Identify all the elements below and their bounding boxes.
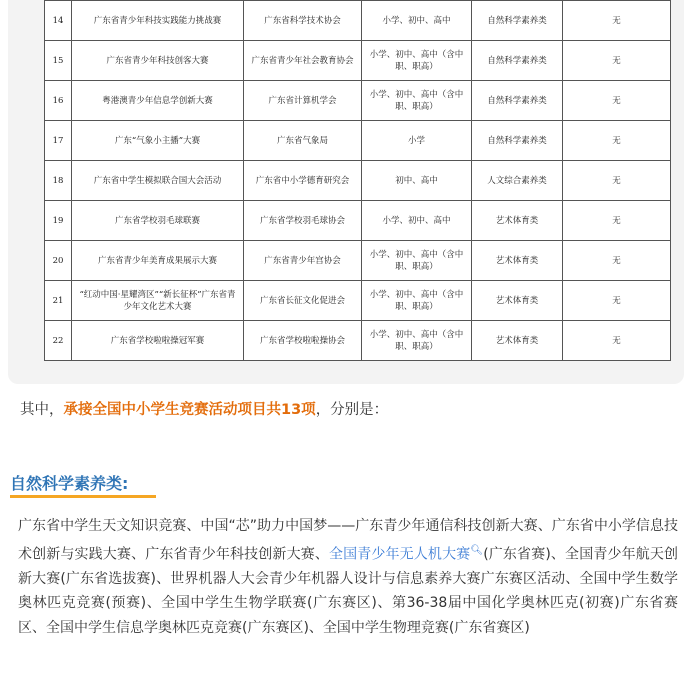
- school-level-cell: 小学、初中、高中: [362, 201, 472, 241]
- school-level-cell: 小学、初中、高中（含中职、职高）: [362, 241, 472, 281]
- table-card: [8, 0, 684, 384]
- school-level-cell: 小学、初中、高中（含中职、职高）: [362, 281, 472, 321]
- search-icon[interactable]: 🔍︎: [470, 544, 484, 556]
- category-cell: 自然科学素养类: [472, 81, 563, 121]
- row-number-cell: 14: [45, 1, 72, 41]
- note-cell: 无: [563, 121, 671, 161]
- category-cell: 自然科学素养类: [472, 41, 563, 81]
- category-cell: 自然科学素养类: [472, 1, 563, 41]
- note-cell: 无: [563, 81, 671, 121]
- competition-name-cell: 广东省青少年美育成果展示大赛: [72, 241, 244, 281]
- category-cell: 艺术体育类: [472, 321, 563, 361]
- note-cell: 无: [563, 161, 671, 201]
- table-row: [45, 161, 671, 201]
- table-row: [45, 41, 671, 81]
- organizer-cell: 广东省青少年社会教育协会: [244, 41, 362, 81]
- category-cell: 艺术体育类: [472, 201, 563, 241]
- row-number-cell: 16: [45, 81, 72, 121]
- table-row: [45, 281, 671, 321]
- lead-suffix: ，分别是：: [315, 402, 389, 418]
- organizer-cell: 广东省长征文化促进会: [244, 281, 362, 321]
- row-number-cell: 18: [45, 161, 72, 201]
- table-body: [45, 1, 671, 361]
- competition-name-cell: 广东省中学生模拟联合国大会活动: [72, 161, 244, 201]
- lead-sentence: [20, 398, 388, 419]
- note-cell: 无: [563, 281, 671, 321]
- table-row: [45, 321, 671, 361]
- table-row: [45, 121, 671, 161]
- organizer-cell: 广东省学校啦啦操协会: [244, 321, 362, 361]
- organizer-cell: 广东省科学技术协会: [244, 1, 362, 41]
- school-level-cell: 小学、初中、高中（含中职、职高）: [362, 41, 472, 81]
- organizer-cell: 广东省中小学德育研究会: [244, 161, 362, 201]
- competition-table: [44, 0, 671, 361]
- row-number-cell: 19: [45, 201, 72, 241]
- note-cell: 无: [563, 241, 671, 281]
- table-row: [45, 201, 671, 241]
- school-level-cell: 小学、初中、高中（含中职、职高）: [362, 321, 472, 361]
- competition-name-cell: 广东省青少年科技创客大赛: [72, 41, 244, 81]
- row-number-cell: 20: [45, 241, 72, 281]
- note-cell: 无: [563, 1, 671, 41]
- section-title: 自然科学素养类:: [10, 474, 129, 493]
- note-cell: 无: [563, 201, 671, 241]
- school-level-cell: 小学、初中、高中（含中职、职高）: [362, 81, 472, 121]
- competition-name-cell: 广东省学校羽毛球联赛: [72, 201, 244, 241]
- paragraph-text-a: 广东省中学生天文知识竞赛、中国“芯”助力中国梦——广东青少年通信科技创新大赛、广东省中小学信息技术创新与实践大赛、广东省青少年科技创新大赛、: [18, 518, 678, 563]
- organizer-cell: 广东省计算机学会: [244, 81, 362, 121]
- table-row: [45, 1, 671, 41]
- table-row: [45, 241, 671, 281]
- lead-highlight: 承接全国中小学生竞赛活动项目共13项: [63, 402, 316, 418]
- search-link[interactable]: 全国青少年无人机大赛: [328, 546, 471, 563]
- section-paragraph: [18, 514, 678, 640]
- note-cell: 无: [563, 321, 671, 361]
- competition-name-cell: 广东“气象小主播”大赛: [72, 121, 244, 161]
- organizer-cell: 广东省学校羽毛球协会: [244, 201, 362, 241]
- competition-name-cell: 广东省学校啦啦操冠军赛: [72, 321, 244, 361]
- table-row: [45, 81, 671, 121]
- organizer-cell: 广东省青少年宫协会: [244, 241, 362, 281]
- row-number-cell: 21: [45, 281, 72, 321]
- competition-name-cell: 广东省青少年科技实践能力挑战赛: [72, 1, 244, 41]
- competition-name-cell: 粤港澳青少年信息学创新大赛: [72, 81, 244, 121]
- row-number-cell: 15: [45, 41, 72, 81]
- paragraph-text-b: (广东省赛)、全国青少年航天创新大赛(广东省选拔赛)、世界机器人大会青少年机器人设计与信息素养大赛广东赛区活动、全国中学生数学奥林匹克竞赛(预赛)、全国中学生生物学联赛(广东赛区)、第36-38届中国化学奥林匹克(初赛)广东省赛区、全国中学生信息学奥林匹克竞赛(广东赛区)、全国中学生物理竞赛(广东省赛区): [18, 546, 679, 636]
- lead-prefix: 其中，: [20, 402, 64, 418]
- category-cell: 艺术体育类: [472, 281, 563, 321]
- category-cell: 自然科学素养类: [472, 121, 563, 161]
- school-level-cell: 小学、初中、高中: [362, 1, 472, 41]
- section-title-underline: [10, 495, 156, 498]
- row-number-cell: 17: [45, 121, 72, 161]
- row-number-cell: 22: [45, 321, 72, 361]
- school-level-cell: 小学: [362, 121, 472, 161]
- organizer-cell: 广东省气象局: [244, 121, 362, 161]
- school-level-cell: 初中、高中: [362, 161, 472, 201]
- category-cell: 人文综合素养类: [472, 161, 563, 201]
- note-cell: 无: [563, 41, 671, 81]
- category-cell: 艺术体育类: [472, 241, 563, 281]
- competition-name-cell: “红动中国·星耀湾区”“新长征杯”广东省青少年文化艺术大赛: [72, 281, 244, 321]
